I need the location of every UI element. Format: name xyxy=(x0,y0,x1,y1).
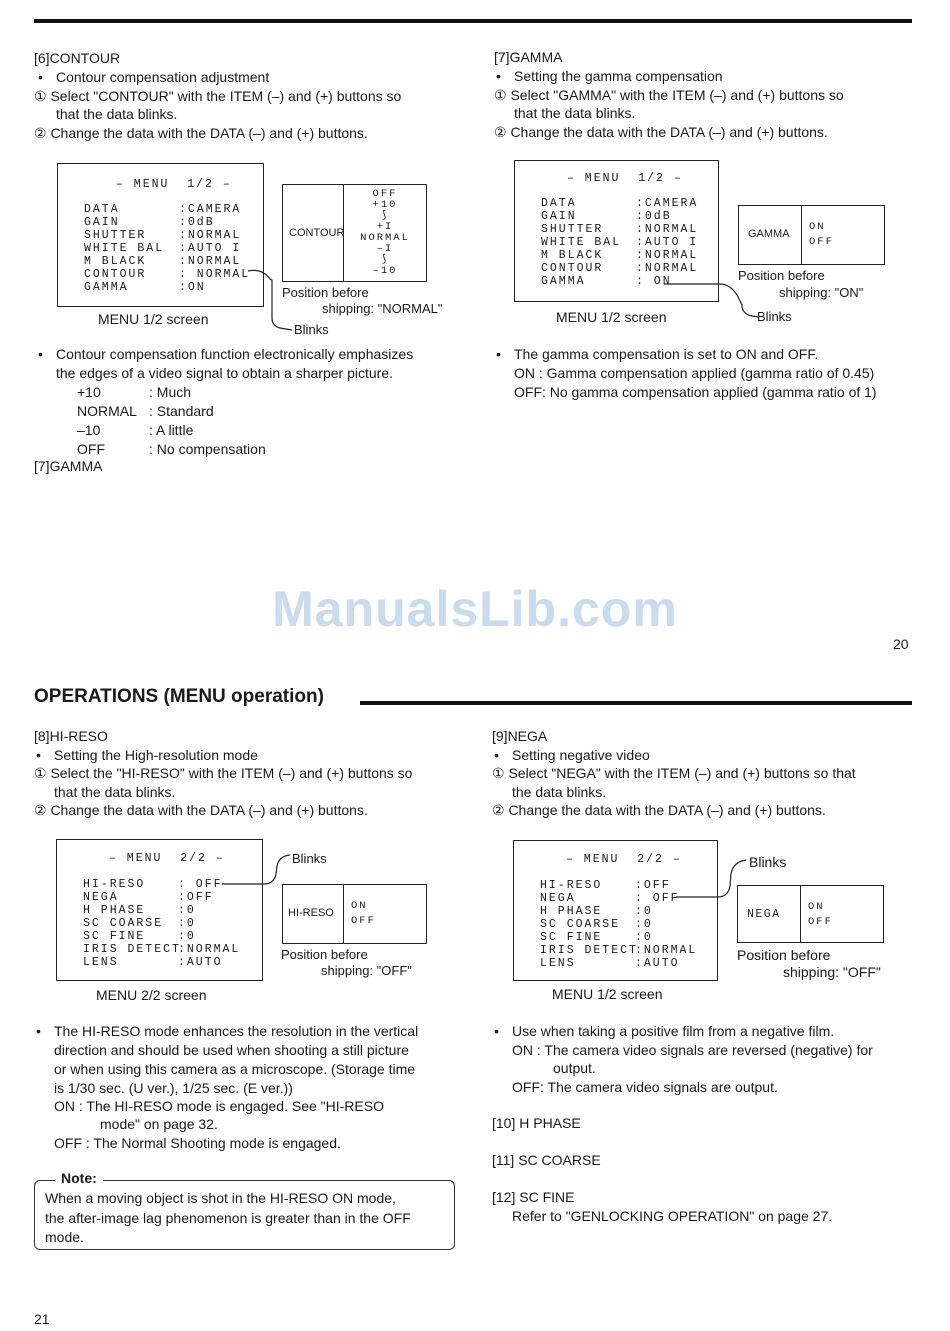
option-value: ON xyxy=(351,900,368,912)
nega-heading: [9]NEGA xyxy=(492,728,548,744)
menu-item-label: SC FINE xyxy=(83,930,146,943)
hireso-bullet: • Setting the High-resolution mode xyxy=(54,746,258,765)
gamma-off-line: OFF: No gamma compensation applied (gamma ratio of 1) xyxy=(514,384,877,400)
menu-item-label: HI-RESO xyxy=(540,879,603,892)
contour-option-label: CONTOUR xyxy=(289,227,345,239)
hireso-blinks: Blinks xyxy=(292,851,327,866)
level-description: : A little xyxy=(149,422,194,438)
gamma-desc: • The gamma compensation is set to ON and OFF. xyxy=(514,345,818,364)
contour-trailing-heading: [7]GAMMA xyxy=(34,458,103,474)
option-value: ⟆ xyxy=(380,210,390,222)
menu-title: – MENU 2/2 – xyxy=(109,852,225,865)
menu-item-value: :NORMAL xyxy=(179,255,242,268)
hireso-shipping: shipping: "OFF" xyxy=(321,963,412,978)
contour-bullet: • Contour compensation adjustment xyxy=(56,68,269,87)
level-name: +10 xyxy=(77,384,101,400)
menu-item-value: :CAMERA xyxy=(636,197,699,210)
contour-shipping: shipping: "NORMAL" xyxy=(322,301,443,316)
menu-item-label: NEGA xyxy=(83,891,119,904)
hireso-desc-line: or when using this camera as a microscope. (Storage time xyxy=(54,1061,416,1077)
menu-item-label: SC COARSE xyxy=(540,918,621,931)
menu-item-label: H PHASE xyxy=(540,905,603,918)
menu-item-value: :0dB xyxy=(636,210,672,223)
nega-desc: • Use when taking a positive film from a negative film. xyxy=(512,1022,834,1041)
nega-step1: ① Select "NEGA" with the ITEM (–) and (+) buttons so that xyxy=(492,765,856,781)
contour-blink-connector xyxy=(248,270,292,330)
gamma-menu-caption: MENU 1/2 screen xyxy=(556,309,667,325)
nega-bullet: • Setting negative video xyxy=(512,746,650,765)
note-line: the after-image lag phenomenon is greater than in the OFF xyxy=(45,1209,411,1226)
gamma-step2: ② Change the data with the DATA (–) and (+) buttons. xyxy=(494,124,828,140)
option-value: OFF xyxy=(809,236,834,248)
hireso-desc-line: direction and should be used when shooting a still picture xyxy=(54,1042,409,1058)
menu-item-label: LENS xyxy=(83,956,119,969)
nega-option-label: NEGA xyxy=(747,908,781,921)
menu-item-label: WHITE BAL xyxy=(541,236,622,249)
hireso-step1: ① Select the "HI-RESO" with the ITEM (–) and (+) buttons so xyxy=(34,765,413,781)
sc-coarse-heading: [11] SC COARSE xyxy=(492,1152,601,1168)
option-value: +10 xyxy=(372,199,398,211)
menu-item-value: : OFF xyxy=(178,878,223,891)
menu-item-value: :AUTO I xyxy=(636,236,699,249)
option-value: ON xyxy=(808,901,825,913)
gamma-heading: [7]GAMMA xyxy=(494,49,563,65)
option-value: OFF xyxy=(372,188,398,200)
menu-item-value: :AUTO I xyxy=(179,242,242,255)
option-value: OFF xyxy=(808,916,833,928)
note-title: Note: xyxy=(55,1170,103,1186)
menu-item-label: SHUTTER xyxy=(541,223,604,236)
hireso-off-line: OFF : The Normal Shooting mode is engaged. xyxy=(54,1135,341,1151)
menu-title: – MENU 1/2 – xyxy=(567,172,683,185)
contour-position-before: Position before xyxy=(282,285,369,300)
nega-step2: ② Change the data with the DATA (–) and (+) buttons. xyxy=(492,802,826,818)
menu-item-value: :0 xyxy=(635,918,653,931)
menu-item-value: :AUTO xyxy=(178,956,223,969)
menu-item-label: SC COARSE xyxy=(83,917,164,930)
menu-item-value: : OFF xyxy=(635,892,680,905)
menu-item-value: :0 xyxy=(178,917,196,930)
hireso-desc-line: • The HI-RESO mode enhances the resolution in the vertical xyxy=(54,1022,418,1041)
hireso-blink-connector xyxy=(222,855,290,884)
option-value: ⟆ xyxy=(380,254,390,266)
level-name: OFF xyxy=(77,441,105,457)
note-line: mode. xyxy=(45,1229,84,1245)
nega-menu-caption: MENU 1/2 screen xyxy=(552,986,663,1002)
level-name: –10 xyxy=(77,422,101,438)
option-value: +I xyxy=(376,221,394,233)
menu-item-label: M BLACK xyxy=(541,249,604,262)
gamma-on-line: ON : Gamma compensation applied (gamma ratio of 0.45) xyxy=(514,365,875,381)
menu-item-value: :NORMAL xyxy=(179,229,242,242)
menu-item-value: :OFF xyxy=(635,879,671,892)
menu-item-label: DATA xyxy=(541,197,577,210)
menu-item-label: IRIS DETECT xyxy=(540,944,638,957)
menu-item-value: :0 xyxy=(178,904,196,917)
menu-item-value: :OFF xyxy=(178,891,214,904)
menu-item-label: CONTOUR xyxy=(84,268,147,281)
section-title: OPERATIONS (MENU operation) xyxy=(34,686,324,707)
nega-on-line-cont: output. xyxy=(553,1060,596,1076)
watermark: ManualsLib.com xyxy=(272,581,678,637)
menu-item-value: :NORMAL xyxy=(636,249,699,262)
contour-desc-a: • Contour compensation function electronically emphasizes xyxy=(56,345,413,364)
gamma-blink-connector xyxy=(664,284,758,317)
option-value: –I xyxy=(376,243,394,255)
menu-item-value: :0dB xyxy=(179,216,215,229)
option-value: OFF xyxy=(351,915,376,927)
hireso-on-line-cont: mode" on page 32. xyxy=(100,1116,218,1132)
hireso-step1-cont: that the data blinks. xyxy=(54,784,176,800)
menu-item-value: :0 xyxy=(635,905,653,918)
menu-item-label: DATA xyxy=(84,203,120,216)
menu-item-value: :NORMAL xyxy=(178,943,241,956)
contour-step1: ① Select "CONTOUR" with the ITEM (–) and (+) buttons so xyxy=(34,88,402,104)
option-value: –10 xyxy=(372,265,398,277)
menu-item-label: HI-RESO xyxy=(83,878,146,891)
contour-heading: [6]CONTOUR xyxy=(34,50,121,66)
menu-title: – MENU 2/2 – xyxy=(566,853,682,866)
gamma-option-label: GAMMA xyxy=(748,228,790,240)
option-value: ON xyxy=(809,221,826,233)
menu-item-value: : ON xyxy=(636,275,672,288)
hireso-on-line: ON : The HI-RESO mode is engaged. See "HI-RESO xyxy=(54,1098,384,1114)
hireso-step2: ② Change the data with the DATA (–) and (+) buttons. xyxy=(34,802,368,818)
level-description: : No compensation xyxy=(149,441,266,457)
menu-item-value: :0 xyxy=(178,930,196,943)
menu-item-label: NEGA xyxy=(540,892,576,905)
nega-on-line: ON : The camera video signals are reversed (negative) for xyxy=(512,1042,873,1058)
gamma-shipping: shipping: "ON" xyxy=(779,285,864,300)
nega-blink-connector xyxy=(676,860,746,897)
menu-item-value: :NORMAL xyxy=(636,223,699,236)
nega-shipping: shipping: "OFF" xyxy=(783,964,881,980)
menu-item-label: GAIN xyxy=(84,216,120,229)
note-line: When a moving object is shot in the HI-RESO ON mode, xyxy=(45,1190,396,1206)
hireso-desc-line: is 1/30 sec. (U ver.), 1/25 sec. (E ver.)) xyxy=(54,1080,293,1096)
sc-fine-heading: [12] SC FINE xyxy=(492,1189,575,1205)
menu-item-label: H PHASE xyxy=(83,904,146,917)
menu-title: – MENU 1/2 – xyxy=(116,178,232,191)
nega-step1-cont: the data blinks. xyxy=(512,784,607,800)
menu-item-label: GAMMA xyxy=(541,275,586,288)
gamma-step1-cont: that the data blinks. xyxy=(514,105,636,121)
nega-blinks: Blinks xyxy=(749,854,787,870)
level-description: : Standard xyxy=(149,403,214,419)
menu-item-label: SC FINE xyxy=(540,931,603,944)
nega-off-line: OFF: The camera video signals are output. xyxy=(512,1079,778,1095)
hireso-position-before: Position before xyxy=(281,947,368,962)
level-name: NORMAL xyxy=(77,403,137,419)
menu-item-value: :AUTO xyxy=(635,957,680,970)
menu-item-label: GAIN xyxy=(541,210,577,223)
contour-blinks: Blinks xyxy=(294,322,329,337)
hireso-heading: [8]HI-RESO xyxy=(34,728,108,744)
menu-item-label: SHUTTER xyxy=(84,229,147,242)
gamma-position-before: Position before xyxy=(738,268,825,283)
page-number-20: 20 xyxy=(893,636,909,652)
gamma-step1: ① Select "GAMMA" with the ITEM (–) and (+) buttons so xyxy=(494,87,844,103)
gamma-blinks: Blinks xyxy=(757,309,792,324)
menu-item-value: :0 xyxy=(635,931,653,944)
contour-step1-cont: that the data blinks. xyxy=(56,106,178,122)
hireso-option-label: HI-RESO xyxy=(288,907,334,919)
menu-item-value: :CAMERA xyxy=(179,203,242,216)
menu-item-label: M BLACK xyxy=(84,255,147,268)
menu-item-value: :NORMAL xyxy=(636,262,699,275)
menu-item-label: LENS xyxy=(540,957,576,970)
gamma-bullet: • Setting the gamma compensation xyxy=(514,67,723,86)
h-phase-heading: [10] H PHASE xyxy=(492,1115,581,1131)
menu-item-value: :NORMAL xyxy=(635,944,698,957)
option-value: NORMAL xyxy=(360,232,410,244)
nega-position-before: Position before xyxy=(737,947,831,963)
menu-item-value: :ON xyxy=(179,281,206,294)
genlocking-reference: Refer to "GENLOCKING OPERATION" on page 27. xyxy=(512,1208,833,1224)
hireso-menu-caption: MENU 2/2 screen xyxy=(96,987,207,1003)
contour-desc-b: the edges of a video signal to obtain a sharper picture. xyxy=(56,365,393,381)
menu-item-label: WHITE BAL xyxy=(84,242,165,255)
menu-item-label: CONTOUR xyxy=(541,262,604,275)
menu-item-label: GAMMA xyxy=(84,281,129,294)
menu-item-value: : NORMAL xyxy=(179,268,251,281)
menu-item-label: IRIS DETECT xyxy=(83,943,181,956)
contour-step2: ② Change the data with the DATA (–) and (+) buttons. xyxy=(34,125,368,141)
contour-menu-caption: MENU 1/2 screen xyxy=(98,311,209,327)
level-description: : Much xyxy=(149,384,192,400)
page-number-21: 21 xyxy=(34,1311,50,1327)
